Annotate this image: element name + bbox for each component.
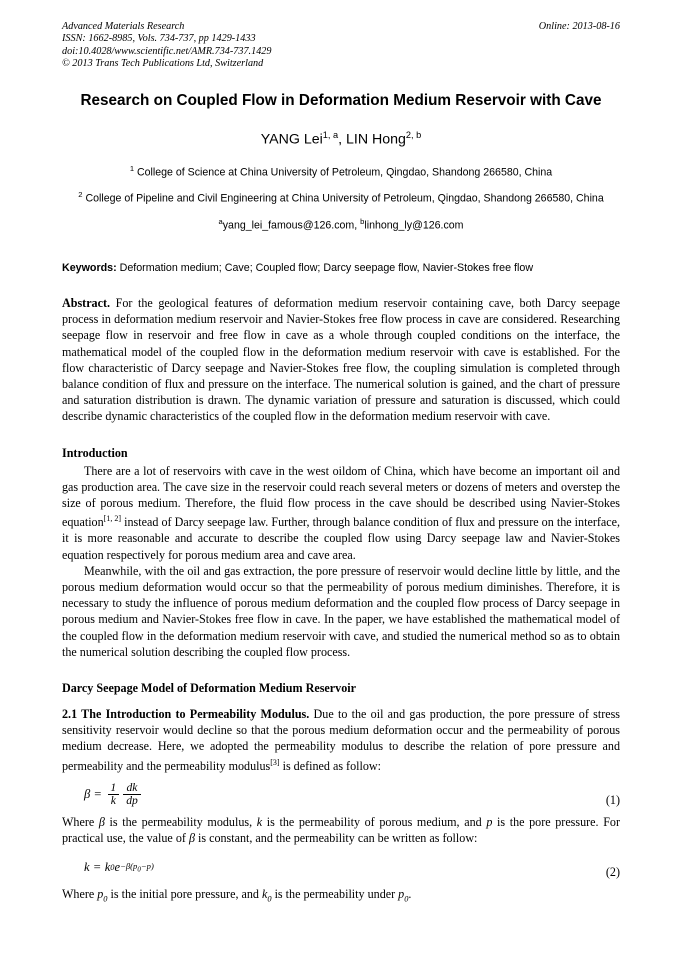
journal-copyright: © 2013 Trans Tech Publications Ltd, Switzerland — [62, 58, 264, 70]
equation-1-frac1-denominator: k — [108, 794, 119, 808]
darcy-subsection-paragraph — [62, 706, 620, 774]
aeq1-t1: Where — [62, 814, 99, 829]
journal-header — [62, 21, 620, 71]
aeq1-t5: is constant, and the permeability can be written as follow: — [194, 831, 478, 846]
affiliation-marker-1: 1 — [129, 164, 135, 174]
journal-doi: doi:10.4028/www.scientific.net/AMR.734-737.1429 — [62, 45, 272, 57]
aeq2-t1: Where — [62, 887, 98, 902]
equation-2-exp-pre: −β( — [120, 860, 134, 871]
aeq2-symbol-p0-subscript: 0 — [103, 894, 108, 904]
journal-name: Advanced Materials Research — [62, 21, 185, 32]
journal-issn: ISSN: 1662-8985, Vols. 734-737, pp 1429-1433 — [62, 33, 256, 45]
aeq2-t4: . — [408, 887, 412, 902]
aeq1-symbol-k: k — [256, 814, 263, 829]
affiliation-marker-2: 2 — [78, 190, 83, 200]
equation-1-number: (1) — [605, 792, 620, 807]
equation-2-exponent — [120, 861, 154, 874]
darcy-paragraph-post: is defined as follow: — [279, 758, 381, 773]
aeq2-t3: is the permeability under — [271, 887, 399, 902]
affiliation-text-1: College of Science at China University of Petroleum, Qingdao, Shandong 266580, China — [137, 166, 553, 179]
email-address-a[interactable]: yang_lei_famous@126.com, — [222, 219, 361, 232]
aeq2-symbol-k0-subscript: 0 — [267, 894, 272, 904]
introduction-paragraph-1 — [62, 463, 620, 563]
aeq1-t4: is the pore pressure. For practical use, the value of — [62, 814, 621, 846]
aeq2-symbol-p0-b-subscript: 0 — [404, 894, 409, 904]
equation-2-body — [84, 860, 154, 875]
abstract-label: Abstract. — [62, 295, 111, 310]
keywords-text: Deformation medium; Cave; Coupled flow; Darcy seepage flow, Navier-Stokes free flow — [116, 261, 534, 274]
equation-2-exp-mid: − — [140, 860, 147, 871]
keywords-label: Keywords: — [62, 261, 117, 274]
author-name-2: LIN Hong — [345, 131, 406, 148]
equation-2-equals: = — [93, 859, 101, 874]
equation-1-body — [84, 782, 143, 808]
darcy-section-heading: Darcy Seepage Model of Deformation Medium Reservoir — [62, 681, 356, 696]
equation-1-frac1-numerator: 1 — [110, 780, 117, 794]
author-sup-2: 2, b — [405, 129, 422, 140]
after-equation-2-paragraph — [62, 886, 620, 908]
journal-online-date: Online: 2013-08-16 — [538, 21, 620, 32]
citation-ref-1-2[interactable]: [1, 2] — [103, 514, 122, 524]
aeq1-symbol-beta-2: β — [188, 831, 195, 846]
equation-2-exp-p0-subscript: 0 — [137, 865, 141, 874]
equation-2-k0: k — [104, 859, 111, 874]
aeq2-symbol-p0-b: p — [398, 887, 405, 902]
citation-ref-3[interactable]: [3] — [270, 757, 280, 767]
affiliation-text-2: College of Pipeline and Civil Engineering at China University of Petroleum, Qingdao, Shandong 266580, China — [85, 192, 604, 205]
after-equation-1-paragraph — [62, 814, 620, 846]
equation-2-number: (2) — [605, 865, 620, 880]
aeq1-t3: is the permeability of porous medium, and — [262, 814, 487, 829]
email-marker-b: b — [360, 217, 365, 227]
equation-1-frac2-numerator: dk — [126, 780, 138, 794]
page-title: Research on Coupled Flow in Deformation Medium Reservoir with Cave — [80, 91, 602, 109]
equation-2-lhs: k — [84, 859, 90, 874]
introduction-paragraph-2: Meanwhile, with the oil and gas extraction, the pore pressure of reservoir would decline little by little, and the porous medium deformation would occur so that the permeability of porous medium diminishes. Therefore, it is necessary to study the influence of porous medium deformation and the coupled flow process of Darcy seepage in porous medium and Navier-Stokes free flow in cave. In the paper, we have established the mathematical model of the coupled flow in the deformation medium reservoir with cave, and studied the numerical method so as to obtain the numerical solution describing the coupled flow process. — [62, 563, 620, 659]
darcy-subsection-heading: 2.1 The Introduction to Permeability Modulus. — [62, 707, 310, 722]
keywords-line — [62, 261, 620, 275]
aeq1-symbol-beta: β — [98, 814, 105, 829]
equation-1-frac2-denominator: dp — [123, 794, 141, 808]
aeq1-t2: is the permeability modulus, — [104, 814, 257, 829]
email-address-b[interactable]: linhong_ly@126.com — [364, 219, 464, 232]
equation-1-lhs: β — [84, 787, 91, 802]
equation-2-row — [62, 854, 620, 880]
journal-header-row — [62, 21, 620, 33]
darcy-paragraph-pre: Due to the oil and gas production, the pore pressure of stress sensitivity reservoir would decline so that the porous medium deformation occur and the permeability of porous medium decrease. Here, we adopted the permeability modulus to describe the relation of pore pressure and permeability and the permeability modulus — [62, 707, 621, 773]
abstract-text: For the geological features of deformation medium reservoir containing cave, both Darcy seepage process in deformation medium reservoir and Navier-Stokes free flow process in cave are considered. Researching seepage flow in reservoir and free flow in cave as a whole through coupled conditions on the interface, the mathematical model of the coupled flow in the deformation medium reservoir with cave is established. For the flow characteristic of Darcy seepage and Navier-Stokes free flow, the coupling simulation is completed through balance condition of flux and pressure on the interface. The numerical solution is gained, and the chart of pressure and saturation distribution is drawn. The dynamic variation of pressure and saturation is discussed, which could describe dynamic characteristics of the coupled flow in the deformation medium reservoir with cave. — [62, 295, 620, 424]
intro-p1-post: instead of Darcy seepage law. Further, through balance condition of flux and pressure on the interface, it is more reasonable and accurate to describe the coupled flow using Darcy seepage law and Navier-Stokes equation respectively for porous medium area and cave area. — [62, 515, 621, 562]
equation-2-exp-p: p — [146, 860, 151, 871]
abstract-paragraph — [62, 295, 620, 425]
aeq2-t2: is the initial pore pressure, and — [107, 887, 262, 902]
author-sup-1: 1, a — [322, 129, 339, 140]
author-emails — [62, 215, 620, 233]
affiliation-2 — [62, 187, 620, 207]
equation-2-k0-subscript: 0 — [110, 862, 115, 872]
aeq1-symbol-p: p — [486, 814, 493, 829]
intro-p1-pre: There are a lot of reservoirs with cave in the west oildom of China, which have become an important oil and gas production area. The cave size in the reservoir could reach several meters or dozens of meters and overstep the size of porous medium. Therefore, the fluid flow process in the cave should be described using Navier-Stokes equation — [62, 463, 620, 530]
equation-2-exp-post: ) — [150, 860, 154, 871]
author-separator: , — [338, 131, 346, 148]
introduction-heading: Introduction — [62, 445, 128, 460]
affiliation-1 — [62, 161, 620, 181]
equation-1-fraction-2 — [123, 782, 141, 808]
page-content — [62, 0, 620, 908]
equation-1-fraction-1 — [107, 782, 119, 808]
equation-1-equals: = — [94, 787, 102, 802]
equation-2-exp-p0: p — [133, 860, 138, 871]
email-marker-a: a — [218, 217, 223, 227]
author-name-1: YANG Lei — [260, 131, 323, 148]
affiliation-list — [62, 161, 620, 207]
aeq2-symbol-k0: k — [261, 887, 268, 902]
equation-1-row — [62, 782, 620, 808]
equation-2-e: e — [114, 859, 121, 874]
author-list — [62, 126, 620, 149]
aeq2-symbol-p0: p — [97, 887, 104, 902]
